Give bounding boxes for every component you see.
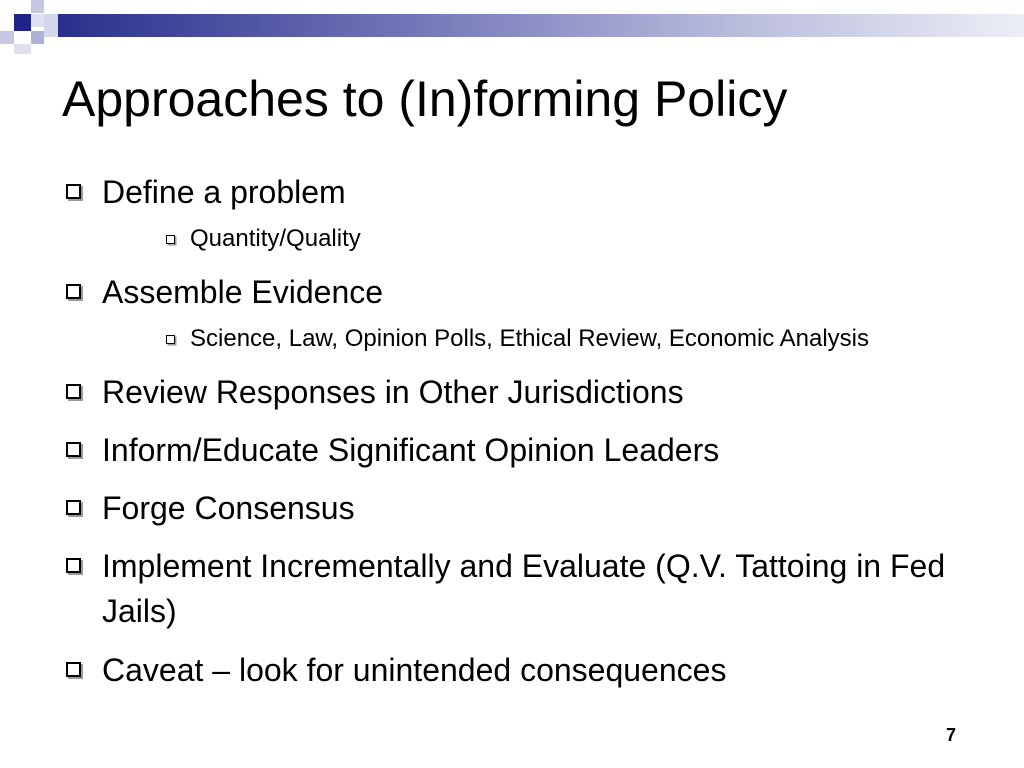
decorative-square-icon	[14, 14, 31, 31]
sub-bullet-text: Science, Law, Opinion Polls, Ethical Review, Economic Analysis	[190, 325, 869, 352]
hollow-square-bullet-icon	[66, 384, 81, 399]
hollow-square-bullet-icon	[66, 284, 81, 299]
decorative-square-icon	[31, 0, 44, 13]
bullet-list	[62, 170, 1012, 706]
bullet-text: Caveat – look for unintended consequences	[102, 652, 727, 688]
hollow-square-bullet-icon	[66, 184, 81, 199]
bullet-item	[62, 270, 1012, 314]
slide-title: Approaches to (In)forming Policy	[62, 71, 788, 127]
bullet-item	[62, 544, 1012, 634]
hollow-square-bullet-icon	[166, 335, 175, 344]
bullet-item	[62, 370, 1012, 414]
hollow-square-bullet-icon	[66, 662, 81, 677]
bullet-item	[62, 170, 1012, 214]
hollow-square-bullet-icon	[66, 442, 81, 457]
bullet-text: Define a problem	[102, 174, 346, 210]
decorative-square-icon	[31, 14, 44, 27]
decorative-square-icon	[31, 31, 44, 44]
page-number: 7	[946, 725, 957, 745]
bullet-item	[62, 428, 1012, 472]
bullet-text: Implement Incrementally and Evaluate (Q.V. Tattoing in Fed Jails)	[102, 548, 946, 629]
bullet-item	[62, 648, 1012, 692]
decorative-square-icon	[0, 31, 14, 44]
bullet-item	[62, 486, 1012, 530]
bullet-text: Forge Consensus	[102, 490, 355, 526]
sub-bullet-text: Quantity/Quality	[190, 225, 361, 252]
hollow-square-bullet-icon	[66, 500, 81, 515]
bullet-text: Inform/Educate Significant Opinion Leaders	[102, 432, 720, 468]
header-gradient-bar	[58, 14, 1024, 37]
sub-bullet-item	[62, 224, 1012, 254]
bullet-text: Review Responses in Other Jurisdictions	[102, 374, 684, 410]
decorative-square-icon	[14, 44, 31, 54]
hollow-square-bullet-icon	[166, 235, 175, 244]
bullet-text: Assemble Evidence	[102, 274, 384, 310]
hollow-square-bullet-icon	[66, 558, 81, 573]
sub-bullet-item	[62, 324, 1012, 354]
decorative-square-icon	[44, 14, 58, 37]
